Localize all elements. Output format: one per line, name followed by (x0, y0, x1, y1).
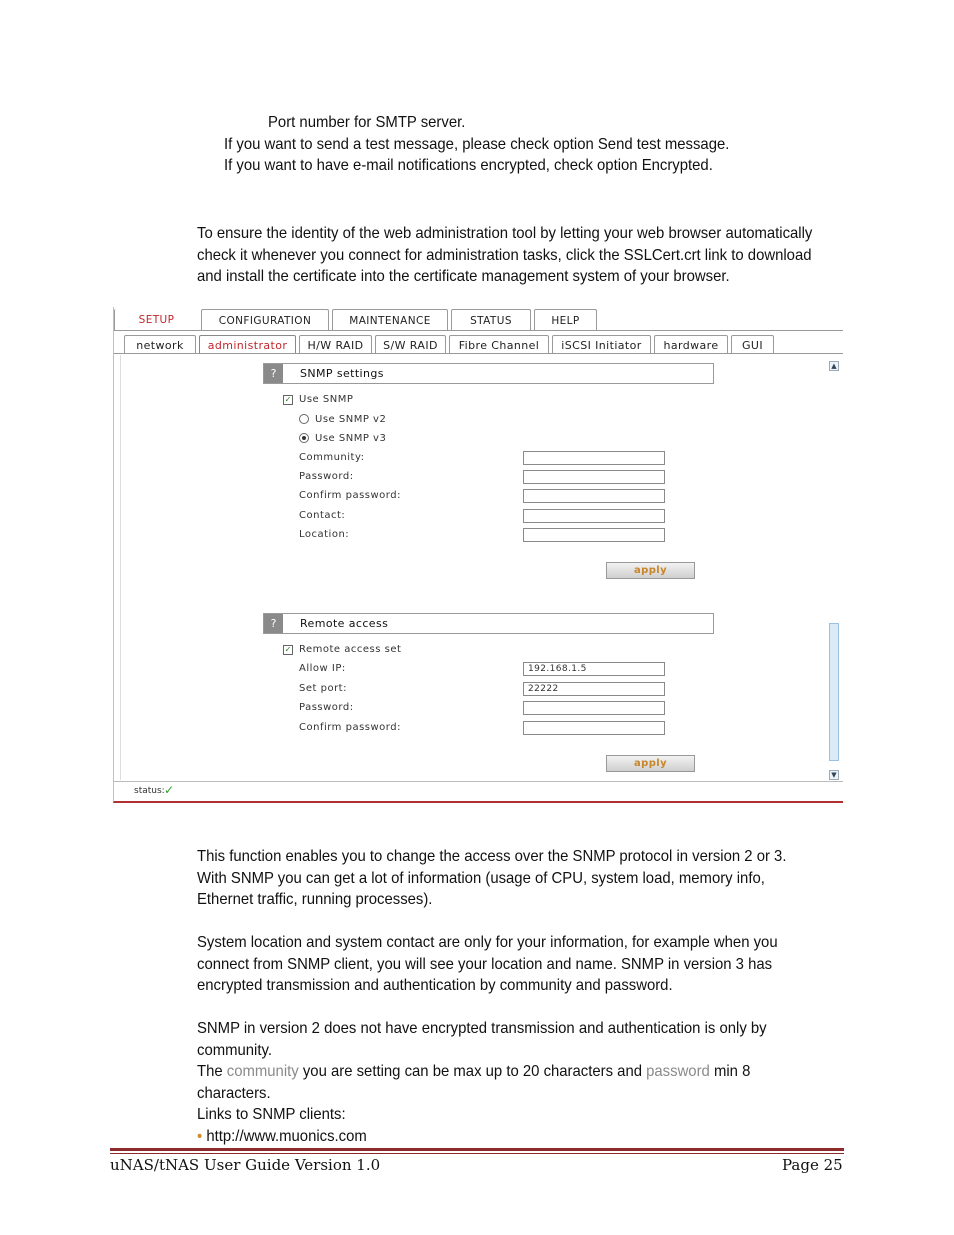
tab-iscsi-initiator[interactable]: iSCSI Initiator (552, 335, 651, 354)
set-port-input[interactable]: 22222 (523, 682, 665, 696)
use-snmp-label: Use SNMP (299, 394, 354, 405)
text-line: Ethernet traffic, running processes). (197, 891, 433, 908)
remote-confirm-input[interactable] (523, 721, 665, 735)
snmp-v3-radio[interactable] (299, 433, 309, 443)
ssl-line: and install the certificate into the certificate management system of your browser. (197, 268, 730, 285)
help-icon[interactable]: ? (264, 364, 283, 383)
remote-password-input[interactable] (523, 701, 665, 715)
text-line: characters. (197, 1084, 271, 1102)
tab-setup[interactable]: SETUP (114, 309, 198, 331)
v2-description (197, 1018, 767, 1147)
remote-panel-header (263, 613, 714, 634)
text-fragment: The (197, 1063, 227, 1080)
use-snmp-checkbox[interactable]: ✓ (284, 395, 292, 404)
tab-status[interactable]: STATUS (451, 309, 531, 331)
scroll-down-icon[interactable]: ▼ (829, 770, 839, 780)
confirm-password-label: Confirm password: (299, 490, 401, 501)
vertical-scrollbar[interactable] (829, 361, 840, 781)
set-port-label: Set port: (299, 683, 347, 694)
tab-configuration[interactable]: CONFIGURATION (201, 309, 329, 331)
ssl-line: To ensure the identity of the web administration tool by letting your web browser automatically (197, 225, 813, 242)
sub-tabs (114, 335, 777, 354)
status-label: status: (134, 786, 165, 796)
ssl-line: check it whenever you connect for administration tasks, click the SSLCert.crt link to download (197, 246, 812, 264)
text-line: connect from SNMP client, you will see your location and name. SNMP in version 3 has (197, 955, 773, 973)
tab-network[interactable]: network (124, 335, 196, 354)
footer-rule-thin (110, 1153, 844, 1154)
smtp-port-text: Port number for SMTP server. (268, 114, 466, 131)
tab-fibre-channel[interactable]: Fibre Channel (449, 335, 549, 354)
encrypted-text: If you want to have e-mail notifications encrypted, check option Encrypted. (224, 157, 713, 174)
footer-title: uNAS/tNAS User Guide Version 1.0 (110, 1156, 381, 1174)
tab-maintenance[interactable]: MAINTENANCE (332, 309, 448, 331)
tab-divider (114, 330, 843, 331)
tab-sw-raid[interactable]: S/W RAID (375, 335, 446, 354)
snmp-description (197, 846, 786, 911)
text-line: With SNMP you can get a lot of information (usage of CPU, system load, memory info, (197, 869, 765, 887)
remote-panel-title: Remote access (300, 617, 389, 630)
location-input[interactable] (523, 528, 665, 542)
text-line: encrypted transmission and authentication by community and password. (197, 977, 673, 994)
link-line (197, 1126, 767, 1148)
footer-rule (110, 1148, 844, 1151)
text-line (197, 1061, 767, 1083)
status-bar (114, 781, 843, 800)
settings-content (120, 355, 829, 780)
remote-confirm-label: Confirm password: (299, 722, 401, 733)
remote-access-label: Remote access set (299, 644, 402, 655)
community-term: community (226, 1063, 299, 1080)
remote-password-label: Password: (299, 702, 354, 713)
status-ok-icon: ✓ (164, 783, 175, 797)
password-input[interactable] (523, 470, 665, 484)
snmp-panel-title: SNMP settings (300, 367, 384, 380)
remote-access-checkbox[interactable]: ✓ (284, 645, 292, 654)
snmp-v2-radio[interactable] (299, 414, 309, 424)
main-tabs (114, 309, 600, 331)
snmp-panel-header (263, 363, 714, 384)
contact-input[interactable] (523, 509, 665, 523)
text-line: Links to SNMP clients: (197, 1106, 346, 1123)
snmp-apply-button[interactable]: apply (606, 562, 695, 579)
remote-apply-button[interactable]: apply (606, 755, 695, 772)
allow-ip-input[interactable]: 192.168.1.5 (523, 662, 665, 676)
bullet-icon: • (197, 1127, 203, 1145)
allow-ip-label: Allow IP: (299, 663, 346, 674)
subtab-divider (114, 353, 843, 354)
admin-screenshot (113, 307, 843, 803)
snmp-v2-label: Use SNMP v2 (315, 414, 387, 425)
text-fragment: you are setting can be max up to 20 characters and (298, 1063, 647, 1080)
text-fragment: min 8 (709, 1063, 751, 1080)
ssl-paragraph (197, 223, 812, 288)
confirm-password-input[interactable] (523, 489, 665, 503)
text-line: community. (197, 1041, 272, 1059)
help-icon[interactable]: ? (264, 614, 283, 633)
tab-help[interactable]: HELP (534, 309, 597, 331)
location-label: Location: (299, 529, 350, 540)
snmp-v3-label: Use SNMP v3 (315, 433, 387, 444)
tab-administrator[interactable]: administrator (199, 335, 296, 354)
scroll-thumb[interactable] (829, 623, 839, 761)
scroll-up-icon[interactable]: ▲ (829, 361, 839, 371)
tab-hardware[interactable]: hardware (654, 335, 728, 354)
text-line: System location and system contact are only for your information, for example when you (197, 934, 778, 951)
community-label: Community: (299, 452, 365, 463)
text-line: This function enables you to change the access over the SNMP protocol in version 2 or 3. (197, 848, 787, 865)
community-input[interactable] (523, 451, 665, 465)
password-label: Password: (299, 471, 354, 482)
password-term: password (646, 1063, 710, 1080)
tab-gui[interactable]: GUI (731, 335, 774, 354)
muonics-link[interactable]: http://www.muonics.com (206, 1127, 367, 1145)
tab-hw-raid[interactable]: H/W RAID (299, 335, 372, 354)
contact-label: Contact: (299, 510, 346, 521)
page-number: Page 25 (782, 1156, 843, 1174)
location-description (197, 932, 778, 997)
text-line: SNMP in version 2 does not have encrypted transmission and authentication is only by (197, 1020, 767, 1037)
send-test-text: If you want to send a test message, please check option Send test message. (224, 136, 730, 153)
